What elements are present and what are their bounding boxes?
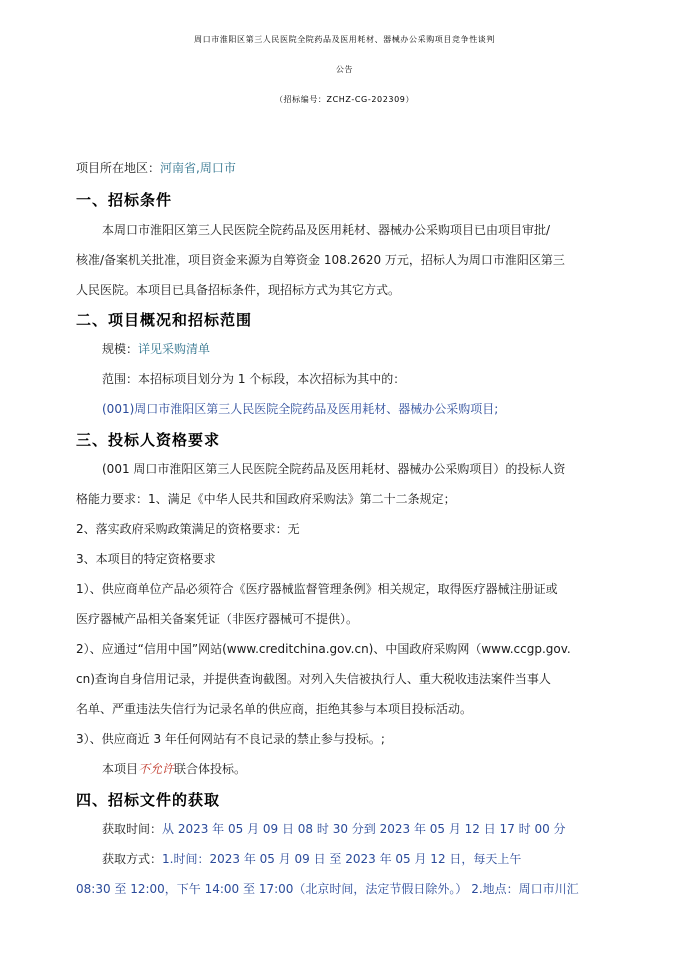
- qualification-intro: (001 周口市淮阳区第三人民医院全院药品及医用耗材、器械办公采购项目）的投标人资: [102, 462, 566, 476]
- requirement-1-line: 1）、供应商单位产品必须符合《医疗器械监督管理条例》相关规定，取得医疗器械注册证或: [76, 582, 558, 596]
- section-1-paragraph-line: 人民医院。本项目已具备招标条件，现招标方式为其它方式。: [76, 283, 401, 297]
- acquisition-time-label: 获取时间：: [102, 822, 163, 836]
- joint-bid-prefix: 本项目: [102, 762, 139, 776]
- document-title-continued: 公告: [335, 65, 354, 74]
- section-4-heading: 四、招标文件的获取: [76, 791, 221, 809]
- acquisition-method-label: 获取方式：: [102, 852, 163, 866]
- acquisition-method: [102, 851, 521, 867]
- policy-requirement: 2、落实政府采购政策满足的资格要求：无: [76, 522, 300, 536]
- lot-item: (001)周口市淮阳区第三人民医院全院药品及医用耗材、器械办公采购项目;: [102, 402, 499, 416]
- requirement-2-line: 2）、应通过“信用中国”网站(www.creditchina.gov.cn)、中国政府采购网（www.ccgp.gov.: [76, 642, 571, 656]
- section-1-heading: 一、招标条件: [76, 191, 173, 209]
- specific-requirement-heading: 3、本项目的特定资格要求: [76, 552, 216, 566]
- location-value: 河南省,周口市: [160, 161, 236, 175]
- acquisition-time-value: 从 2023 年 05 月 09 日 08 时 30 分到 2023 年 05 月 12 日 17 时 00 分: [162, 822, 566, 836]
- project-location: [76, 160, 236, 176]
- qualification-intro-continued: 格能力要求：1、满足《中华人民共和国政府采购法》第二十二条规定；: [76, 492, 456, 506]
- joint-bid-suffix: 联合体投标。: [174, 762, 247, 776]
- tender-code: （招标编号：ZCHZ-CG-202309）: [274, 95, 415, 104]
- scale-value: 详见采购清单: [138, 342, 211, 356]
- acquisition-time: [102, 821, 566, 837]
- location-label: 项目所在地区：: [76, 161, 161, 175]
- joint-bid-note: [102, 761, 246, 777]
- section-1-paragraph-line: 本周口市淮阳区第三人民医院全院药品及医用耗材、器械办公采购项目已由项目审批/: [102, 223, 551, 237]
- requirement-2-line: 名单、严重违法失信行为记录名单的供应商，拒绝其参与本项目投标活动。: [76, 702, 473, 716]
- section-1-paragraph-line: 核准/备案机关批准，项目资金来源为自筹资金 108.2620 万元，招标人为周口市淮阳区第三: [76, 253, 565, 267]
- section-2-heading: 二、项目概况和招标范围: [76, 311, 253, 329]
- document-title: 周口市淮阳区第三人民医院全院药品及医用耗材、器械办公采购项目竞争性谈判: [194, 35, 495, 44]
- requirement-3-line: 3）、供应商近 3 年任何网站有不良记录的禁止参与投标。;: [76, 732, 385, 746]
- section-3-heading: 三、投标人资格要求: [76, 431, 221, 449]
- joint-bid-emphasis: 不允许: [138, 762, 175, 776]
- scale-row: [102, 341, 210, 357]
- requirement-2-line: cn)查询自身信用记录，并提供查询截图。对列入失信被执行人、重大税收违法案件当事人: [76, 672, 551, 686]
- scope-text: 范围：本招标项目划分为 1 个标段，本次招标为其中的：: [102, 372, 406, 386]
- acquisition-method-value: 1.时间：2023 年 05 月 09 日 至 2023 年 05 月 12 日，每天上午: [162, 852, 522, 866]
- acquisition-method-continued: 08:30 至 12:00，下午 14:00 至 17:00（北京时间，法定节假日除外。） 2.地点：周口市川汇: [76, 882, 579, 896]
- scale-label: 规模：: [102, 342, 139, 356]
- requirement-1-line: 医疗器械产品相关备案凭证（非医疗器械可不提供）。: [76, 612, 359, 626]
